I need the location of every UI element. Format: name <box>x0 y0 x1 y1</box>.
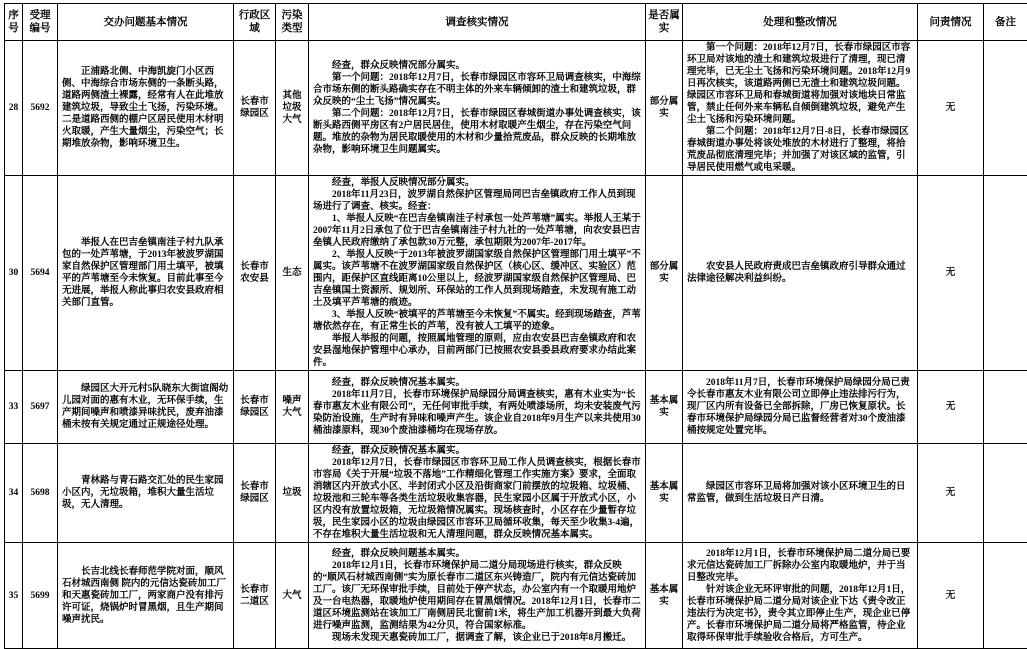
paragraph: 第二个问题：2018年12月7日，长春市绿园区春城街道办事处调查核实，该断头路西侧平房区有2户居民居住，使用木材取暖产生烟尘，存在污染空气问题。堆放的杂物为居民取暖使用的木材和少量拾荒废品，群众反映的长期堆放杂物，影响环境卫生问题属实。 <box>313 108 641 156</box>
col-header-remark: 备注 <box>984 4 1027 41</box>
cell-accountability: 无 <box>918 371 984 444</box>
table-row <box>5 41 1027 176</box>
paragraph: 2018年12月1日，长春市环境保护局二道分局现场进行核实，群众反映的“顺风石材城西南侧”实为原长春市二道区东兴铸造厂，院内有元信达瓷砖加工厂。该厂无环保审批手续，目前处于停产状态，办公室内有一个取暖用地炉及一台电热器，取暖地炉使用期间存在冒黑烟情况。2018年12月1日，长春市二道区环境监测站在该加工厂南侧居民北窗前1米，将生产加工机器开到最大负荷进行噪声监测，监测结果为42分贝，符合国家标准。 <box>313 560 641 632</box>
cell-seq: 28 <box>5 41 23 176</box>
complaint-handling-table-sheet <box>4 3 1027 649</box>
paragraph: 青林路与青石路交汇处的民生家园小区内，无垃圾箱，堆积大量生活垃圾，无人清理。 <box>62 475 229 511</box>
paragraph: 1、举报人反映“在巴吉垒镇南洼子村承包一处芦苇塘”属实。举报人王某于2007年11月2日承包了位于巴吉垒镇南洼子村九社的一处芦苇塘，向农安县巴吉垒镇人民政府缴纳了承包款30万元整，承包期限为2007年-2017年。 <box>313 213 641 249</box>
cell-acceptance-no: 5697 <box>23 371 58 444</box>
col-header-acceptance-no: 受理编号 <box>23 4 58 41</box>
paragraph: 2018年11月7日，长春市环境保护局绿园分局调查核实，惠有木业实为“长春市惠友木业有限公司”，无任何审批手续，有两处喷漆场所，均未安装废气污染防治设施，生产时有异味和噪声产生。该企业自2018年9月生产以来共使用30桶油漆原料，现30个废油漆桶均在现场存放。 <box>313 389 641 437</box>
col-header-investigation: 调查核实情况 <box>309 4 646 41</box>
cell-verified: 部分属实 <box>646 41 683 176</box>
cell-handling <box>683 543 918 649</box>
cell-problem <box>58 371 234 444</box>
header-row <box>5 4 1027 41</box>
cell-remark <box>984 176 1027 371</box>
cell-pollution-type: 其他垃圾大气 <box>276 41 309 176</box>
cell-problem <box>58 444 234 543</box>
cell-verified: 基本属实 <box>646 371 683 444</box>
cell-accountability: 无 <box>918 176 984 371</box>
cell-accountability: 无 <box>918 444 984 543</box>
col-header-pollution-type: 污染类型 <box>276 4 309 41</box>
cell-pollution-type: 大气 <box>276 543 309 649</box>
cell-pollution-type: 噪声大气 <box>276 371 309 444</box>
cell-handling <box>683 176 918 371</box>
cell-seq: 34 <box>5 444 23 543</box>
paragraph: 经查，群众反映问题基本属实。 <box>313 548 641 560</box>
cell-verified: 基本属实 <box>646 444 683 543</box>
paragraph: 经查，群众反映情况部分属实。 <box>313 60 641 72</box>
col-header-accountability: 问责情况 <box>918 4 984 41</box>
paragraph: 2018年11月7日，长春市环境保护局绿园分局已责令长春市惠友木业有限公司立即停止违法排污行为，现厂区内所有设备已全部拆除，厂房已恢复原状。长春市环境保护局绿园分局已监督经营者对30个废油漆桶按规定处置完毕。 <box>687 377 913 437</box>
cell-verified: 基本属实 <box>646 543 683 649</box>
col-header-region: 行政区域 <box>234 4 276 41</box>
paragraph: 绿园区市容环卫局将加强对该小区环境卫生的日常监管，做到生活垃圾日产日清。 <box>687 481 913 505</box>
complaint-table <box>4 3 1027 649</box>
paragraph: 经查，群众反映情况基本属实。 <box>313 445 641 457</box>
paragraph: 现场未发现天惠瓷砖加工厂，据调查了解，该企业已于2018年8月搬迁。 <box>313 632 641 644</box>
cell-acceptance-no: 5692 <box>23 41 58 176</box>
paragraph: 2018年12月7日，长春市绿园区市容环卫局工作人员调查核实，根据长春市市容局《关于开展“垃圾不落地”工作精细化管理工作实施方案》要求，全面取消辖区内开放式小区、半封闭式小区及沿街商家门前摆放的垃圾箱、垃圾桶、垃圾池和三轮车等各类生活垃圾收集容器，民生家园小区属于开放式小区，小区内没有放置垃圾箱，无垃圾箱情况属实。现场核查时，小区存在少量暂存垃圾，民生家园小区的垃圾由绿园区市容环卫局循环收集，每天至少收集3-4遍，不存在堆积大量生活垃圾和无人清理问题，群众反映情况基本属实。 <box>313 457 641 541</box>
cell-remark <box>984 444 1027 543</box>
cell-investigation <box>309 371 646 444</box>
paragraph: 第一个问题：2018年12月7日，长春市绿园区市容环卫局对该地的渣土和建筑垃圾进行了清理，现已清理完毕，已无尘土飞扬和污染环境问题。2018年12月9日再次核实，该道路两侧已无渣土和建筑垃圾问题。绿园区市容环卫局和春城街道将加强对该地块日常监管，禁止任何外来车辆私自倾倒建筑垃圾，避免产生尘土飞扬和污染环境问题。 <box>687 42 913 126</box>
cell-seq: 33 <box>5 371 23 444</box>
paragraph: 举报人在巴吉垒镇南洼子村九队承包的一处芦苇塘，于2013年被波罗湖国家自然保护区管理部门用土填平，被填平的芦苇塘至今未恢复。目前此事至今无进展，举报人称此事归农安县政府相关部门直管。 <box>62 237 229 309</box>
paragraph: 农安县人民政府责成巴吉垒镇政府引导群众通过法律途径解决利益纠纷。 <box>687 261 913 285</box>
paragraph: 举报人举报的问题，按照属地管理的原则，应由农安县巴吉垒镇政府和农安县湿地保护管理中心承办，目前两部门已按照农安县委县政府要求办结此案件。 <box>313 333 641 369</box>
paragraph: 2、举报人反映“于2013年被波罗湖国家级自然保护区管理部门用土填平”不属实。该芦苇塘不在波罗湖国家级自然保护区（核心区、缓冲区、实验区）范围内，距保护区直线距离10公里以上，经波罗湖国家级自然保护区管理局、巴吉垒镇国土资源所、规划所、环保站的工作人员到现场踏查，未发现有施工动土及填平芦苇塘的痕迹。 <box>313 249 641 309</box>
cell-verified: 部分属实 <box>646 176 683 371</box>
table-row <box>5 371 1027 444</box>
col-header-verified: 是否属实 <box>646 4 683 41</box>
paragraph: 针对该企业无环评审批的问题，2018年12月1日，长春市环境保护局二道分局对该企业下达《责令改正违法行为决定书》，责令其立即停止生产，现企业已停产。长春市环境保护局二道分局将严格监管，待企业取得环保审批手续验收合格后，方可生产。 <box>687 584 913 644</box>
cell-problem <box>58 41 234 176</box>
table-row <box>5 543 1027 649</box>
cell-remark <box>984 543 1027 649</box>
cell-acceptance-no: 5694 <box>23 176 58 371</box>
table-row <box>5 176 1027 371</box>
table-row <box>5 444 1027 543</box>
cell-problem <box>58 543 234 649</box>
cell-handling <box>683 444 918 543</box>
cell-accountability: 无 <box>918 41 984 176</box>
paragraph: 2018年12月1日，长春市环境保护局二道分局已要求元信达瓷砖加工厂拆除办公室内取暖地炉，并于当日整改完毕。 <box>687 548 913 584</box>
paragraph: 长吉北线长春师范学院对面，顺风石材城西南侧 院内的元信达瓷砖加工厂和天惠瓷砖加工厂，两家商户没有排污许可证，烧锅炉时冒黑烟，且生产期间噪声扰民。 <box>62 566 229 626</box>
cell-region: 长春市绿园区 <box>234 444 276 543</box>
cell-acceptance-no: 5698 <box>23 444 58 543</box>
cell-seq: 30 <box>5 176 23 371</box>
cell-investigation <box>309 543 646 649</box>
cell-investigation <box>309 41 646 176</box>
paragraph: 3、举报人反映“被填平的芦苇塘至今未恢复”不属实。经到现场踏查，芦苇塘依然存在，有正常生长的芦苇，没有被人工填平的迹象。 <box>313 309 641 333</box>
cell-accountability: 无 <box>918 543 984 649</box>
paragraph: 第二个问题：2018年12月7日-8日，长春市绿园区春城街道办事处将该处堆放的木材进行了整理，将拾荒废品彻底清理完毕；并加强了对该区域的监管，引导居民使用燃气或电采暖。 <box>687 126 913 174</box>
cell-remark <box>984 41 1027 176</box>
cell-problem <box>58 176 234 371</box>
col-header-problem: 交办问题基本情况 <box>58 4 234 41</box>
paragraph: 经查，群众反映情况基本属实。 <box>313 377 641 389</box>
cell-investigation <box>309 176 646 371</box>
cell-handling <box>683 371 918 444</box>
paragraph: 正浦路北侧、中海凯旋门小区西侧、中海综合市场东侧的一条断头路，道路两侧渣土裸露，经常有人在此堆放建筑垃圾，导致尘土飞扬，污染环境。二是道路西侧的棚户区居民使用木材明火取暖，产生大量烟尘，污染空气；长期堆放杂物，影响环境卫生。 <box>62 66 229 150</box>
cell-region: 长春市农安县 <box>234 176 276 371</box>
cell-region: 长春市绿园区 <box>234 371 276 444</box>
paragraph: 经查，举报人反映情况部分属实。 <box>313 177 641 189</box>
cell-seq: 35 <box>5 543 23 649</box>
cell-remark <box>984 371 1027 444</box>
col-header-handling: 处理和整改情况 <box>683 4 918 41</box>
cell-pollution-type: 生态 <box>276 176 309 371</box>
col-header-seq: 序号 <box>5 4 23 41</box>
paragraph: 绿园区大开元村5队晓东大街谊阁幼儿园对面的惠有木业，无环保手续，生产期间噪声和喷漆异味扰民，废弃油漆桶未按有关规定通过正规途径处理。 <box>62 383 229 431</box>
cell-investigation <box>309 444 646 543</box>
cell-pollution-type: 垃圾 <box>276 444 309 543</box>
cell-acceptance-no: 5699 <box>23 543 58 649</box>
paragraph: 第一个问题：2018年12月7日，长春市绿园区市容环卫局调查核实，中海综合市场东侧的断头路确实存在不明主体的外来车辆倾卸的渣土和建筑垃圾，群众反映的“尘土飞扬”情况属实。 <box>313 72 641 108</box>
cell-region: 长春市绿园区 <box>234 41 276 176</box>
cell-handling <box>683 41 918 176</box>
paragraph: 2018年11月23日，波罗湖自然保护区管理局同巴吉垒镇政府工作人员到现场进行了调查、核实。经查： <box>313 189 641 213</box>
cell-region: 长春市二道区 <box>234 543 276 649</box>
